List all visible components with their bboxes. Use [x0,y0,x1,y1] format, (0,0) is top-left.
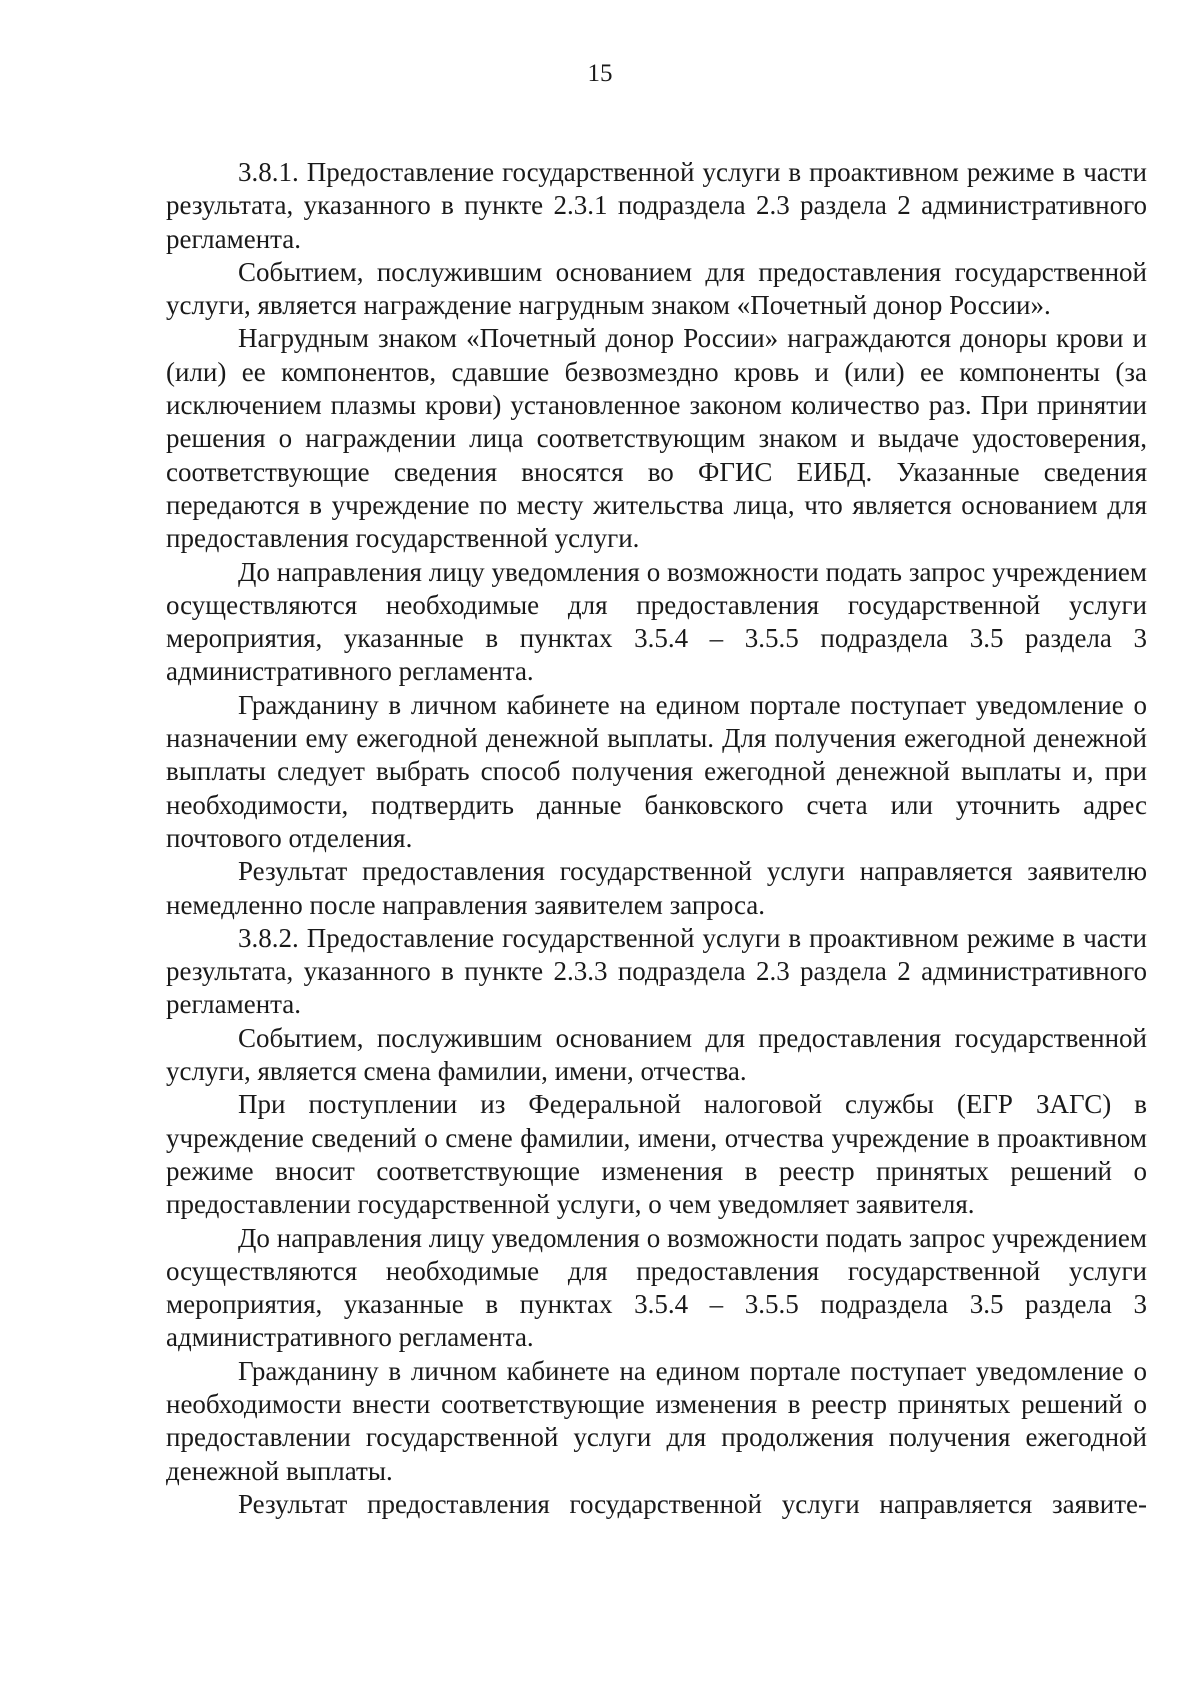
paragraph-pre-notification-measures-2: До направления лицу уведомления о возможности подать запрос учреждением осуществляются необходимые для предоставления государственной услуги мероприятия, указанные в пунктах 3.5.4 – 3.5.5 подраздела 3.5 раздела 3 административного регламента. [166,1222,1147,1353]
paragraph-3-8-2-heading: 3.8.2. Предоставление государственной услуги в проактивном режиме в части результата, указанного в пункте 2.3.3 подраздела 2.3 раздела 2 административного регламента. [166,922,1147,1020]
page-number: 15 [587,60,613,87]
paragraph-3-8-1-heading: 3.8.1. Предоставление государственной услуги в проактивном режиме в части результата, указанного в пункте 2.3.1 подраздела 2.3 раздела 2 административного регламента. [166,157,1147,254]
document-body [166,156,1147,1521]
paragraph-citizen-notification-2: Гражданину в личном кабинете на едином портале поступает уведомление о необходимости внести соответствующие изменения в реестр принятых решений о предоставлении государственной услуги для продолжения получения ежегодной денежной выплаты. [166,1355,1147,1486]
paragraph-result-sent: Результат предоставления государственной услуги направляется заявителю немедленно после направления заявителем запроса. [166,856,1147,920]
paragraph-event-donor-badge: Событием, послужившим основанием для предоставления государственной услуги, является награждение нагрудным знаком «Почетный донор России». [166,256,1147,321]
paragraph-event-name-change: Событием, послужившим основанием для предоставления государственной услуги, является смена фамилии, имени, отчества. [166,1022,1147,1087]
paragraph-pre-notification-measures: До направления лицу уведомления о возможности подать запрос учреждением осуществляются необходимые для предоставления государственной услуги мероприятия, указанные в пунктах 3.5.4 – 3.5.5 подраздела 3.5 раздела 3 административного регламента. [166,556,1147,687]
paragraph-result-continued: Результат предоставления государственной услуги направляется заявите- [238,1488,1147,1519]
paragraph-tax-service-info: При поступлении из Федеральной налоговой службы (ЕГР ЗАГС) в учреждение сведений о смене фамилии, имени, отчества учреждение в проактивном режиме вносит соответствующие изменения в реестр принятых решений о предоставлении государственной услуги, о чем уведомляет заявителя. [166,1089,1147,1220]
paragraph-citizen-notification: Гражданину в личном кабинете на едином портале поступает уведомление о назначении ему ежегодной денежной выплаты. Для получения ежегодной денежной выплаты следует выбрать способ получения ежегодной денежной выплаты и, при необходимости, подтвердить данные банковского счета или уточнить адрес почтового отделения. [166,689,1147,853]
paragraph-donor-badge-details: Нагрудным знаком «Почетный донор России» награждаются доноры крови и (или) ее компонентов, сдавшие безвозмездно кровь и (или) ее компоненты (за исключением плазмы крови) установленное законом количество раз. При принятии решения о награждении лица соответствующим знаком и выдаче удостоверения, соответствующие сведения вносятся во ФГИС ЕИБД. Указанные сведения передаются в учреждение по месту жительства лица, что является основанием для предоставления государственной услуги. [166,323,1147,554]
